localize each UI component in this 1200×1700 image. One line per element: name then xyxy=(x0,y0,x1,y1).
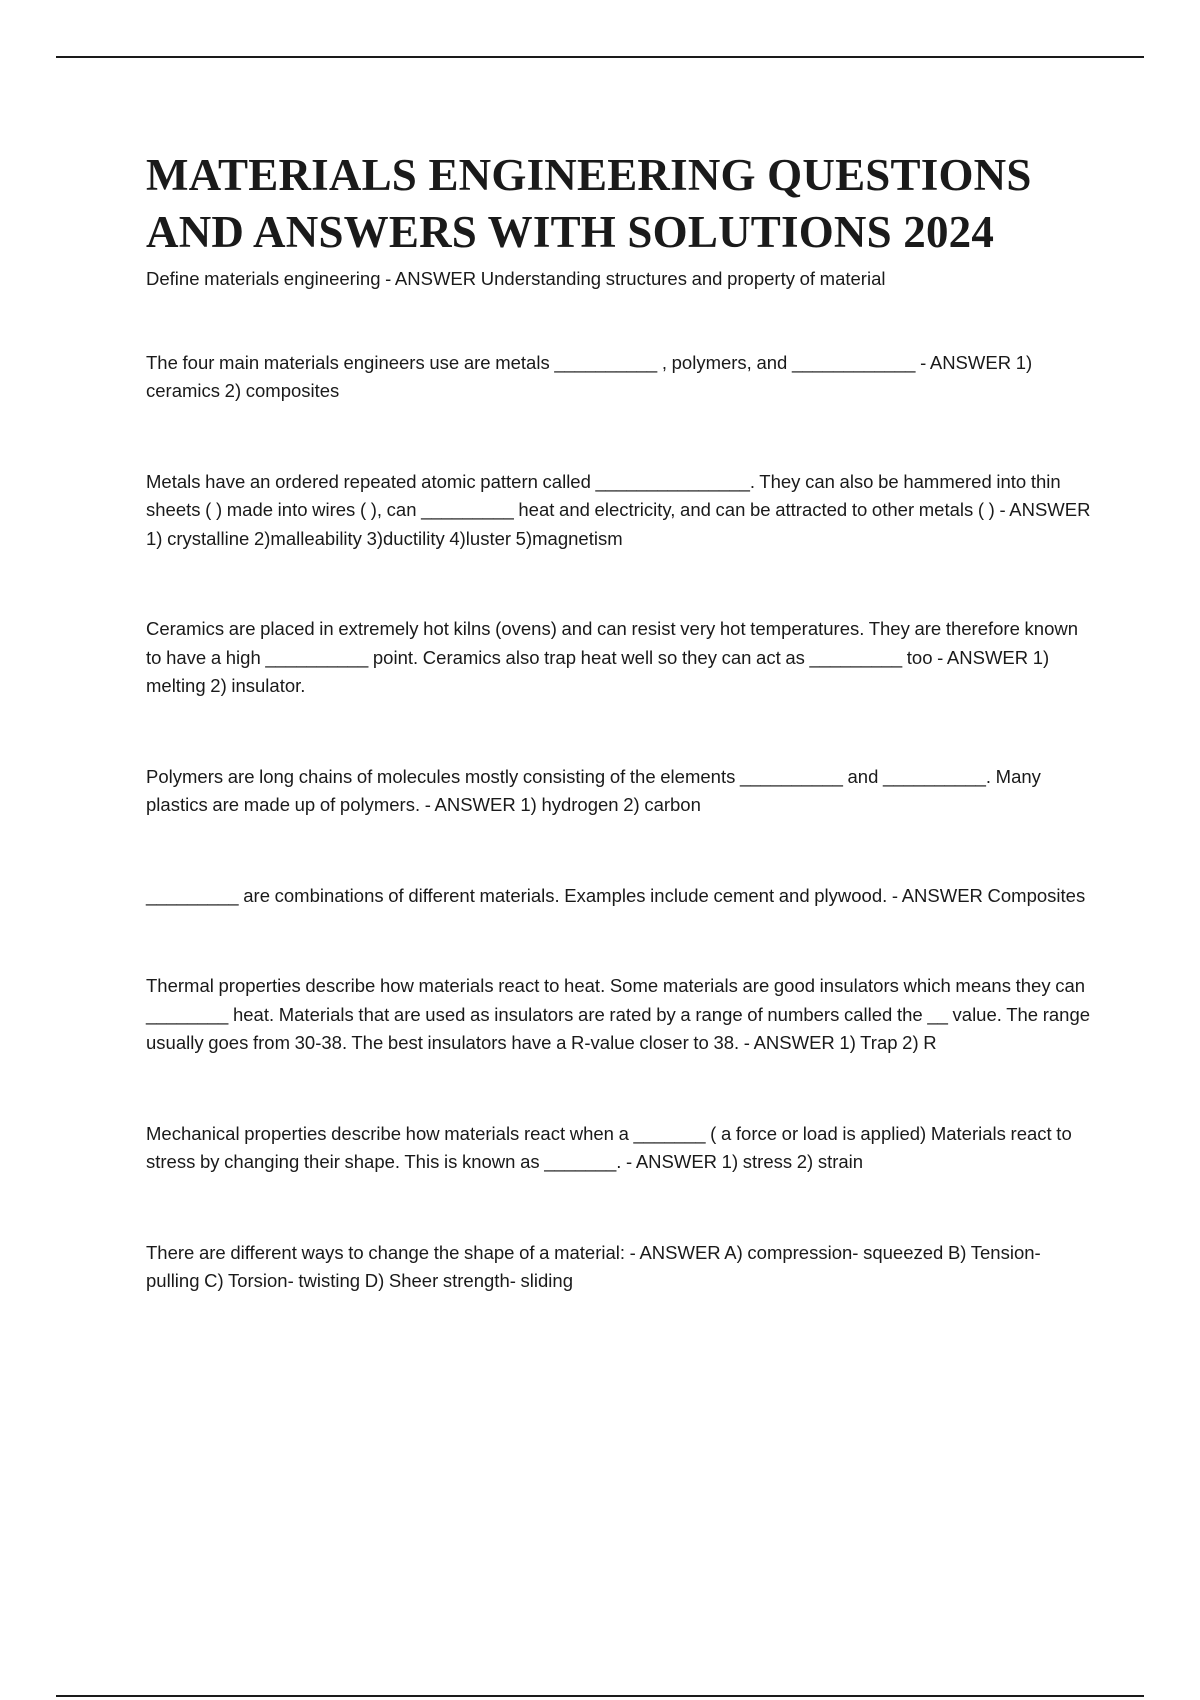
bottom-rule xyxy=(56,1695,1144,1697)
qa-item-8: Mechanical properties describe how materials react when a _______ ( a force or load is applied) Materials react to stress by changing their shape. This is known as _______. - ANSWER 1) stress 2) strain xyxy=(146,1122,1072,1172)
document-body xyxy=(146,147,1091,1296)
qa-item-5: Polymers are long chains of molecules mostly consisting of the elements __________ and __________. Many plastics are made up of polymers. - ANSWER 1) hydrogen 2) carbon xyxy=(146,765,1041,815)
document-title: MATERIALS ENGINEERING QUESTIONS AND ANSWERS WITH SOLUTIONS 2024 xyxy=(146,150,1032,257)
qa-item-7: Thermal properties describe how materials react to heat. Some materials are good insulators which means they can ________ heat. Materials that are used as insulators are rated by a range of numbers called the __ value. The range usually goes from 30-38. The best insulators have a R-value closer to 38. - ANSWER 1) Trap 2) R xyxy=(146,975,1091,1053)
qa-item-6: _________ are combinations of different materials. Examples include cement and plywood. - ANSWER Composites xyxy=(146,884,1086,906)
top-rule xyxy=(56,56,1144,58)
qa-item-2: The four main materials engineers use are metals __________ , polymers, and ____________ - ANSWER 1) ceramics 2) composites xyxy=(146,351,1033,401)
qa-item-1: Define materials engineering - ANSWER Understanding structures and property of material xyxy=(146,268,886,289)
qa-item-9: There are different ways to change the shape of a material: - ANSWER A) compression- squeezed B) Tension- pulling C) Torsion- twisting D) Sheer strength- sliding xyxy=(146,1241,1041,1291)
qa-item-3: Metals have an ordered repeated atomic pattern called _______________. They can also be hammered into thin sheets ( ) made into wires ( ), can _________ heat and electricity, and can be attracted to other metals ( ) - ANSWER 1) crystalline 2)malleability 3)ductility 4)luster 5)magnetism xyxy=(146,470,1091,549)
qa-item-4: Ceramics are placed in extremely hot kilns (ovens) and can resist very hot temperatures. They are therefore known to have a high __________ point. Ceramics also trap heat well so they can act as _________ too - ANSWER 1) melting 2) insulator. xyxy=(146,618,1079,696)
